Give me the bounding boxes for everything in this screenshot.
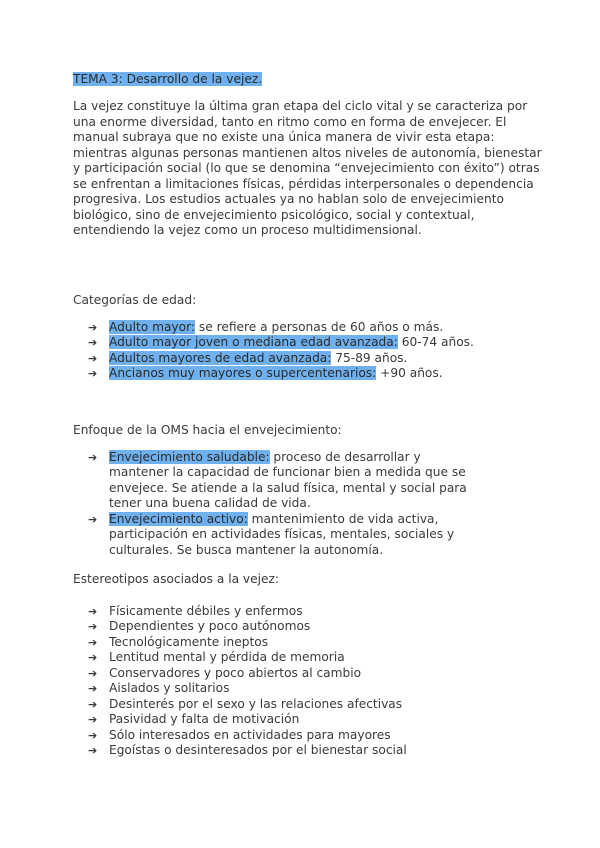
term-highlight: Envejecimiento activo:: [109, 511, 248, 526]
arrow-bullet-icon: ➔: [88, 512, 98, 526]
arrow-bullet-icon: ➔: [88, 320, 98, 334]
list-item: [73, 743, 543, 759]
arrow-bullet-icon: ➔: [88, 713, 98, 726]
term-description: proceso de desarrollar y mantener la capacidad de funcionar bien a medida que se envejece. Se atiende a la salud física, mental y social para tener una buena calidad de vida.: [109, 449, 467, 510]
list-item: [73, 635, 543, 651]
stereotypes-section: [73, 572, 543, 759]
list-item: [73, 351, 543, 367]
term-highlight: Ancianos muy mayores o supercentenarios:: [109, 366, 377, 380]
arrow-bullet-icon: ➔: [88, 450, 98, 464]
list-item: [73, 450, 483, 512]
arrow-bullet-icon: ➔: [88, 604, 98, 618]
stereotype-text: Dependientes y poco autónomos: [109, 619, 311, 633]
arrow-bullet-icon: ➔: [88, 351, 98, 365]
term-highlight: Adulto mayor:: [109, 319, 195, 334]
term-description: se refiere a personas de 60 años o más.: [195, 319, 444, 334]
page-title: [73, 72, 543, 88]
stereotype-text: Tecnológicamente ineptos: [109, 634, 269, 649]
list-item: [73, 512, 483, 559]
list-item: [73, 366, 543, 382]
list-item: [73, 320, 543, 336]
stereotype-text: Conservadores y poco abiertos al cambio: [109, 665, 362, 680]
stereotype-text: Desinterés por el sexo y las relaciones afectivas: [109, 696, 403, 711]
stereotype-text: Físicamente débiles y enfermos: [109, 603, 303, 618]
term-highlight: Envejecimiento saludable:: [109, 449, 270, 464]
list-item: [73, 681, 543, 697]
oms-list: [73, 450, 483, 559]
term-description: 60-74 años.: [397, 335, 474, 349]
term-highlight: Adulto mayor joven o mediana edad avanzada:: [109, 335, 398, 349]
list-item: [73, 604, 543, 620]
arrow-bullet-icon: ➔: [88, 367, 98, 380]
age-categories-section: [73, 293, 543, 382]
oms-heading: Enfoque de la OMS hacia el envejecimiento:: [73, 423, 342, 437]
list-item: [73, 697, 543, 713]
list-item: [73, 712, 543, 728]
term-description: 75-89 años.: [331, 350, 408, 365]
arrow-bullet-icon: ➔: [88, 651, 98, 664]
list-item: [73, 728, 543, 744]
arrow-bullet-icon: ➔: [88, 728, 98, 742]
stereotype-text: Aislados y solitarios: [109, 681, 230, 695]
list-item: [73, 619, 543, 635]
arrow-bullet-icon: ➔: [88, 666, 98, 680]
arrow-bullet-icon: ➔: [88, 697, 98, 711]
stereotype-text: Egoístas o desinteresados por el bienestar social: [109, 743, 407, 757]
age-categories-list: [73, 320, 543, 382]
arrow-bullet-icon: ➔: [88, 682, 98, 695]
title-highlight: TEMA 3: Desarrollo de la vejez.: [73, 72, 263, 86]
oms-section: [73, 423, 543, 558]
stereotype-text: Pasividad y falta de motivación: [109, 712, 300, 726]
term-description: +90 años.: [376, 366, 443, 380]
list-item: [73, 666, 543, 682]
stereotype-text: Sólo interesados en actividades para mayores: [109, 727, 391, 742]
arrow-bullet-icon: ➔: [88, 336, 98, 349]
arrow-bullet-icon: ➔: [88, 744, 98, 757]
arrow-bullet-icon: ➔: [88, 620, 98, 633]
list-item: [73, 650, 543, 666]
age-categories-heading: Categorías de edad:: [73, 293, 197, 307]
stereotype-text: Lentitud mental y pérdida de memoria: [109, 650, 345, 664]
list-item: [73, 335, 543, 351]
term-description: mantenimiento de vida activa, participación en actividades físicas, mentales, sociales y culturales. Se busca mantener la autonomía.: [109, 511, 455, 557]
stereotypes-heading: Estereotipos asociados a la vejez:: [73, 572, 280, 586]
term-highlight: Adultos mayores de edad avanzada:: [109, 350, 332, 365]
arrow-bullet-icon: ➔: [88, 635, 98, 649]
stereotypes-list: [73, 604, 543, 759]
intro-paragraph: La vejez constituye la última gran etapa del ciclo vital y se caracteriza por una enorme diversidad, tanto en ritmo como en forma de envejecer. El manual subraya que no existe una única manera de vivir esta etapa: mientras algunas personas mantienen altos niveles de autonomía, bienestar y participación social (lo que se denomina “envejecimiento con éxito”) otras se enfrentan a limitaciones físicas, pérdidas interpersonales o dependencia progresiva. Los estudios actuales ya no hablan solo de envejecimiento biológico, sino de envejecimiento psicológico, social y contextual, entendiendo la vejez como un proceso multidimensional.: [73, 99, 542, 237]
